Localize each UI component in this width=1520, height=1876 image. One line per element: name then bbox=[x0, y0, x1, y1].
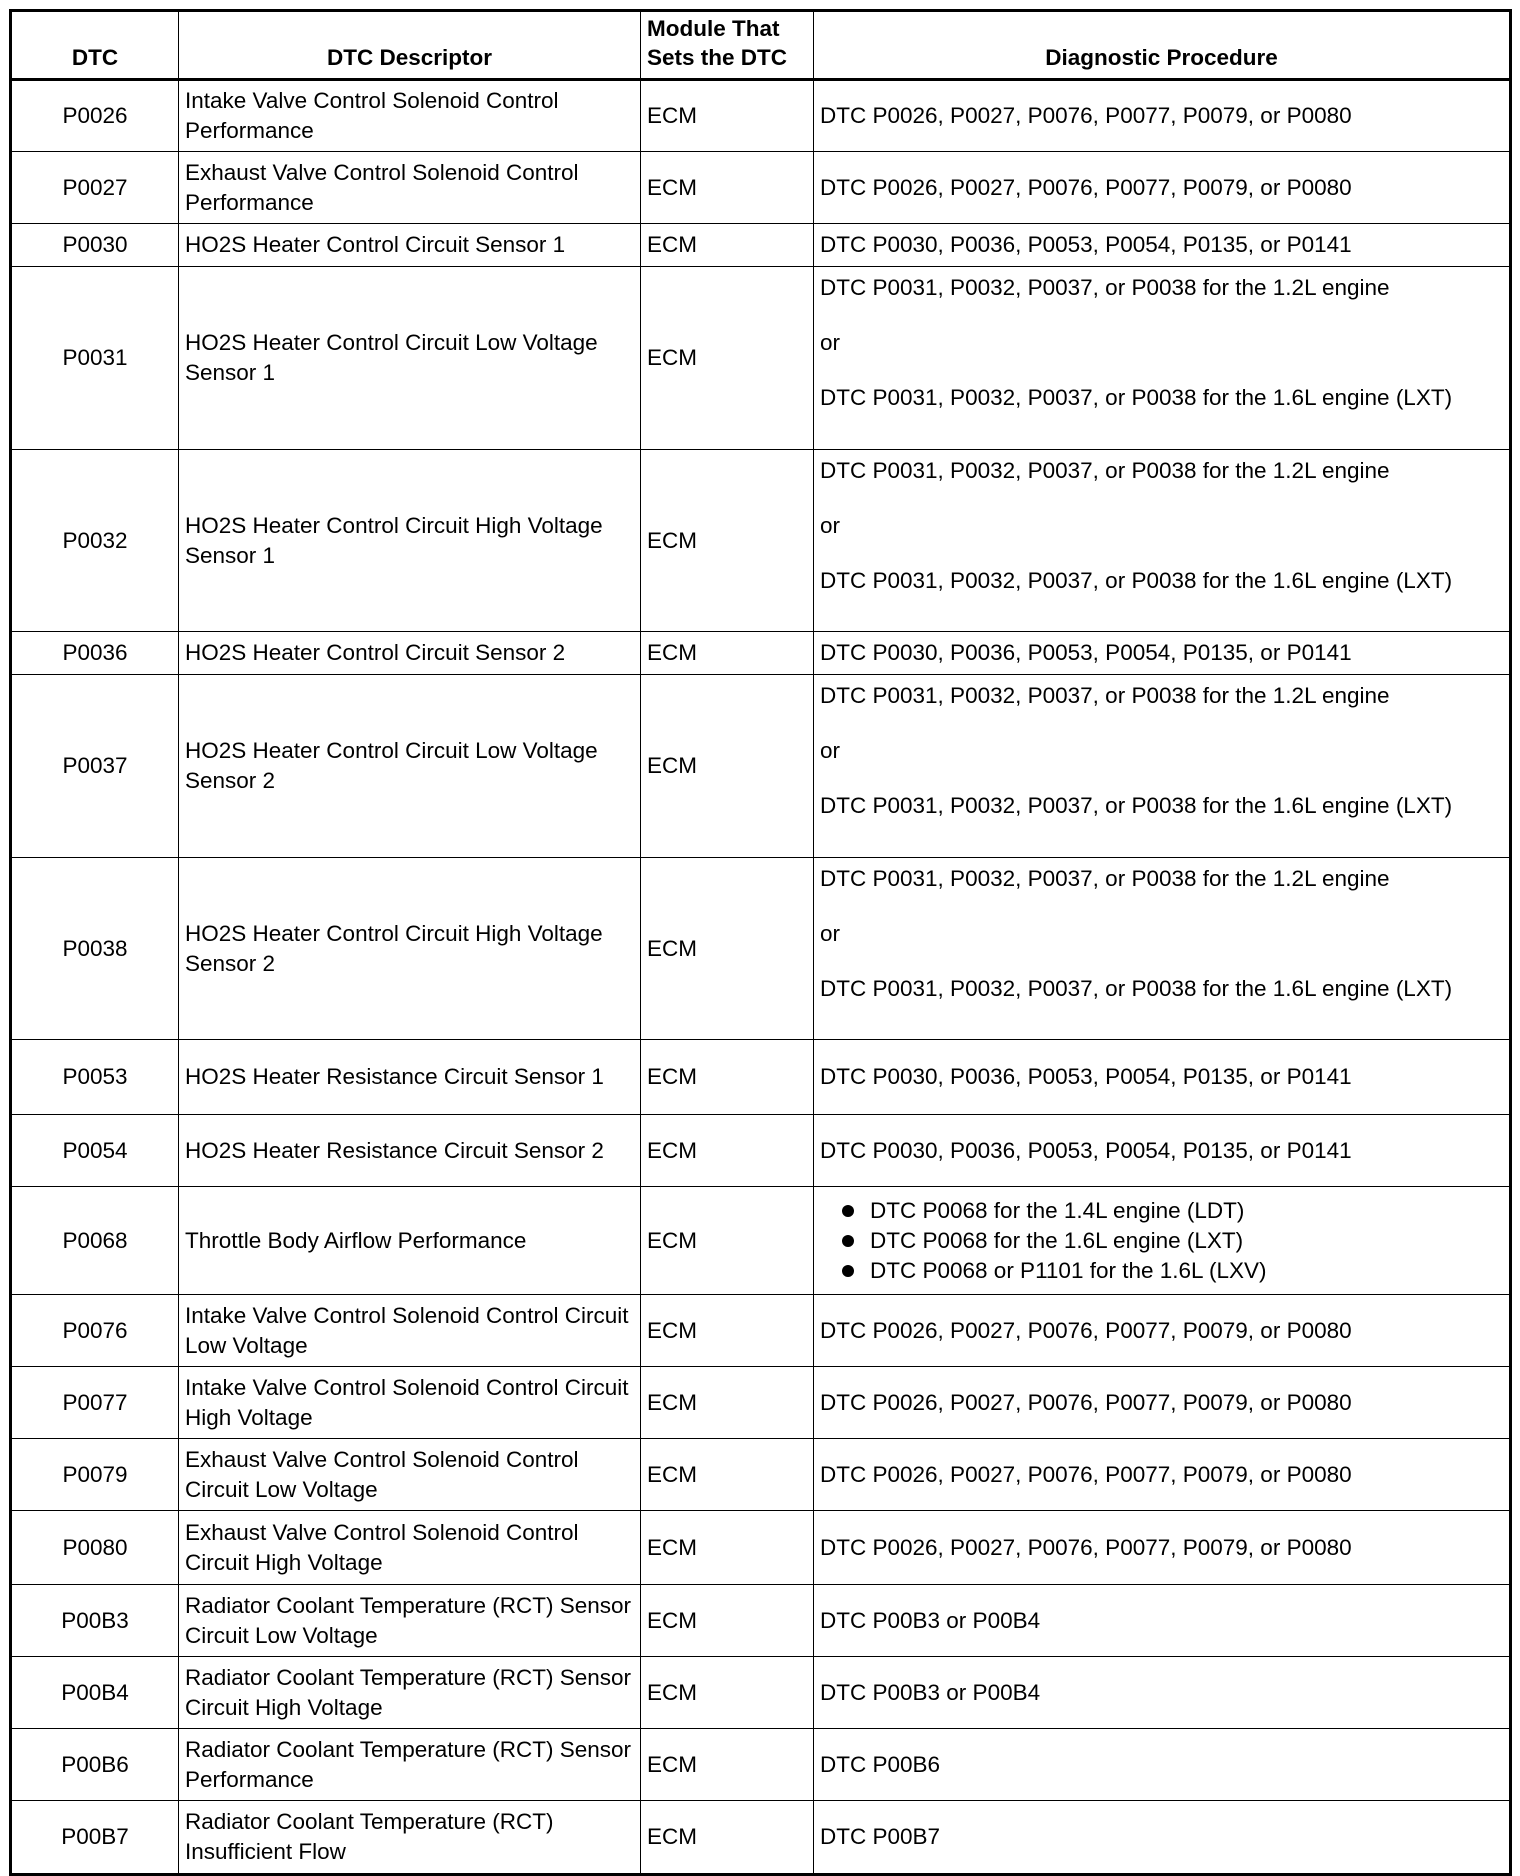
table-row bbox=[11, 1367, 1511, 1439]
dtc-code: P0076 bbox=[11, 1295, 179, 1367]
module: ECM bbox=[641, 1729, 814, 1801]
table-row bbox=[11, 1040, 1511, 1115]
diagnostic-procedure bbox=[814, 1439, 1511, 1511]
table-row bbox=[11, 80, 1511, 152]
procedure-text[interactable]: DTC P0031, P0032, P0037, or P0038 for the 1.6L engine (LXT) bbox=[820, 793, 1453, 818]
procedure-link[interactable]: DTC P0068 for the 1.4L engine (LDT) bbox=[820, 1196, 1503, 1226]
dtc-descriptor: Exhaust Valve Control Solenoid Control Circuit High Voltage bbox=[179, 1511, 641, 1585]
module: ECM bbox=[641, 1657, 814, 1729]
procedure-text[interactable]: DTC P0026, P0027, P0076, P0077, P0079, or P0080 bbox=[820, 174, 1352, 200]
procedure-text[interactable]: DTC P0026, P0027, P0076, P0077, P0079, or P0080 bbox=[820, 1317, 1352, 1343]
procedure-text[interactable]: DTC P00B3 or P00B4 bbox=[820, 1679, 1041, 1705]
module: ECM bbox=[641, 267, 814, 450]
diagnostic-procedure bbox=[814, 1115, 1511, 1187]
dtc-descriptor: Radiator Coolant Temperature (RCT) Sensor Performance bbox=[179, 1729, 641, 1801]
module: ECM bbox=[641, 224, 814, 267]
procedure-text[interactable]: DTC P00B7 bbox=[820, 1824, 941, 1849]
header-descriptor: DTC Descriptor bbox=[179, 11, 641, 80]
table-row bbox=[11, 152, 1511, 224]
table-row bbox=[11, 1801, 1511, 1875]
module: ECM bbox=[641, 152, 814, 224]
header-row bbox=[11, 11, 1511, 80]
table-row bbox=[11, 1657, 1511, 1729]
procedure-text[interactable]: DTC P0030, P0036, P0053, P0054, P0135, or P0141 bbox=[820, 232, 1352, 257]
diagnostic-procedure bbox=[814, 1295, 1511, 1367]
diagnostic-procedure bbox=[814, 1801, 1511, 1875]
module: ECM bbox=[641, 1801, 814, 1875]
dtc-code: P0080 bbox=[11, 1511, 179, 1585]
table-row bbox=[11, 1187, 1511, 1295]
procedure-text[interactable]: DTC P0026, P0027, P0076, P0077, P0079, or P0080 bbox=[820, 1461, 1352, 1487]
procedure-text[interactable]: DTC P0026, P0027, P0076, P0077, P0079, or P0080 bbox=[820, 1389, 1352, 1415]
procedure-text: or bbox=[820, 513, 841, 538]
dtc-descriptor: Radiator Coolant Temperature (RCT) Sensor Circuit High Voltage bbox=[179, 1657, 641, 1729]
procedure-link[interactable]: DTC P0068 or P1101 for the 1.6L (LXV) bbox=[820, 1256, 1503, 1286]
module: ECM bbox=[641, 1585, 814, 1657]
dtc-descriptor: HO2S Heater Resistance Circuit Sensor 2 bbox=[179, 1115, 641, 1187]
dtc-code: P0054 bbox=[11, 1115, 179, 1187]
table-row bbox=[11, 1439, 1511, 1511]
dtc-descriptor: HO2S Heater Control Circuit Low Voltage Sensor 1 bbox=[179, 267, 641, 450]
dtc-table bbox=[9, 9, 1512, 1876]
procedure-text[interactable]: DTC P0026, P0027, P0076, P0077, P0079, or P0080 bbox=[820, 1534, 1352, 1560]
procedure-text[interactable]: DTC P0026, P0027, P0076, P0077, P0079, or P0080 bbox=[820, 103, 1352, 128]
dtc-descriptor: HO2S Heater Control Circuit High Voltage Sensor 1 bbox=[179, 450, 641, 632]
dtc-descriptor: Intake Valve Control Solenoid Control Performance bbox=[179, 80, 641, 152]
diagnostic-procedure bbox=[814, 1585, 1511, 1657]
module: ECM bbox=[641, 1439, 814, 1511]
table-row bbox=[11, 1115, 1511, 1187]
dtc-descriptor: Radiator Coolant Temperature (RCT) Insufficient Flow bbox=[179, 1801, 641, 1875]
dtc-descriptor: HO2S Heater Resistance Circuit Sensor 1 bbox=[179, 1040, 641, 1115]
module: ECM bbox=[641, 675, 814, 858]
module: ECM bbox=[641, 1295, 814, 1367]
module: ECM bbox=[641, 1187, 814, 1295]
dtc-descriptor: HO2S Heater Control Circuit Sensor 1 bbox=[179, 224, 641, 267]
dtc-code: P0079 bbox=[11, 1439, 179, 1511]
table-row bbox=[11, 632, 1511, 675]
module: ECM bbox=[641, 1115, 814, 1187]
module: ECM bbox=[641, 450, 814, 632]
table-row bbox=[11, 224, 1511, 267]
diagnostic-procedure bbox=[814, 267, 1511, 450]
diagnostic-procedure bbox=[814, 1367, 1511, 1439]
diagnostic-procedure bbox=[814, 450, 1511, 632]
module: ECM bbox=[641, 632, 814, 675]
table-row bbox=[11, 1729, 1511, 1801]
procedure-text[interactable]: DTC P00B6 bbox=[820, 1751, 941, 1777]
module: ECM bbox=[641, 1511, 814, 1585]
procedure-text[interactable]: DTC P0031, P0032, P0037, or P0038 for the 1.6L engine (LXT) bbox=[820, 385, 1453, 410]
procedure-text[interactable]: DTC P0030, P0036, P0053, P0054, P0135, or P0141 bbox=[820, 1064, 1352, 1089]
table-row bbox=[11, 267, 1511, 450]
diagnostic-procedure bbox=[814, 1657, 1511, 1729]
table-row bbox=[11, 1295, 1511, 1367]
dtc-code: P0030 bbox=[11, 224, 179, 267]
diagnostic-procedure bbox=[814, 1040, 1511, 1115]
dtc-descriptor: Intake Valve Control Solenoid Control Circuit Low Voltage bbox=[179, 1295, 641, 1367]
procedure-text: or bbox=[820, 921, 841, 946]
dtc-code: P0032 bbox=[11, 450, 179, 632]
dtc-code: P0068 bbox=[11, 1187, 179, 1295]
table-row bbox=[11, 450, 1511, 632]
dtc-code: P0077 bbox=[11, 1367, 179, 1439]
procedure-text[interactable]: DTC P0030, P0036, P0053, P0054, P0135, or P0141 bbox=[820, 1137, 1352, 1163]
table-row bbox=[11, 675, 1511, 858]
procedure-link[interactable]: DTC P0068 for the 1.6L engine (LXT) bbox=[820, 1226, 1503, 1256]
dtc-code: P00B3 bbox=[11, 1585, 179, 1657]
dtc-code: P0031 bbox=[11, 267, 179, 450]
dtc-code: P0027 bbox=[11, 152, 179, 224]
table-row bbox=[11, 858, 1511, 1040]
dtc-descriptor: Throttle Body Airflow Performance bbox=[179, 1187, 641, 1295]
dtc-descriptor: Exhaust Valve Control Solenoid Control Circuit Low Voltage bbox=[179, 1439, 641, 1511]
procedure-text[interactable]: DTC P0031, P0032, P0037, or P0038 for the 1.6L engine (LXT) bbox=[820, 976, 1453, 1001]
procedure-text[interactable]: DTC P0031, P0032, P0037, or P0038 for the 1.2L engine bbox=[820, 275, 1390, 300]
header-procedure: Diagnostic Procedure bbox=[814, 11, 1511, 80]
procedure-text[interactable]: DTC P0031, P0032, P0037, or P0038 for the 1.2L engine bbox=[820, 683, 1390, 708]
table-row bbox=[11, 1585, 1511, 1657]
procedure-text[interactable]: DTC P0031, P0032, P0037, or P0038 for the 1.2L engine bbox=[820, 866, 1390, 891]
dtc-descriptor: Radiator Coolant Temperature (RCT) Sensor Circuit Low Voltage bbox=[179, 1585, 641, 1657]
dtc-code: P0037 bbox=[11, 675, 179, 858]
dtc-code: P00B7 bbox=[11, 1801, 179, 1875]
diagnostic-procedure bbox=[814, 1729, 1511, 1801]
diagnostic-procedure bbox=[814, 1511, 1511, 1585]
header-module: Module That Sets the DTC bbox=[641, 11, 814, 80]
diagnostic-procedure bbox=[814, 858, 1511, 1040]
table-row bbox=[11, 1511, 1511, 1585]
diagnostic-procedure bbox=[814, 224, 1511, 267]
procedure-list bbox=[820, 1196, 1503, 1286]
dtc-code: P0026 bbox=[11, 80, 179, 152]
dtc-code: P0036 bbox=[11, 632, 179, 675]
procedure-text[interactable]: DTC P0031, P0032, P0037, or P0038 for the 1.2L engine bbox=[820, 458, 1390, 483]
dtc-code: P00B6 bbox=[11, 1729, 179, 1801]
diagnostic-procedure bbox=[814, 632, 1511, 675]
dtc-code: P0038 bbox=[11, 858, 179, 1040]
diagnostic-procedure bbox=[814, 80, 1511, 152]
dtc-descriptor: HO2S Heater Control Circuit Sensor 2 bbox=[179, 632, 641, 675]
dtc-descriptor: Exhaust Valve Control Solenoid Control Performance bbox=[179, 152, 641, 224]
module: ECM bbox=[641, 1367, 814, 1439]
module: ECM bbox=[641, 1040, 814, 1115]
dtc-descriptor: HO2S Heater Control Circuit Low Voltage Sensor 2 bbox=[179, 675, 641, 858]
diagnostic-procedure bbox=[814, 1187, 1511, 1295]
diagnostic-procedure bbox=[814, 675, 1511, 858]
module: ECM bbox=[641, 858, 814, 1040]
diagnostic-procedure bbox=[814, 152, 1511, 224]
header-dtc: DTC bbox=[11, 11, 179, 80]
procedure-text[interactable]: DTC P00B3 or P00B4 bbox=[820, 1607, 1041, 1633]
procedure-text: or bbox=[820, 738, 841, 763]
module: ECM bbox=[641, 80, 814, 152]
dtc-code: P00B4 bbox=[11, 1657, 179, 1729]
procedure-text[interactable]: DTC P0031, P0032, P0037, or P0038 for the 1.6L engine (LXT) bbox=[820, 568, 1453, 593]
dtc-descriptor: HO2S Heater Control Circuit High Voltage Sensor 2 bbox=[179, 858, 641, 1040]
procedure-text[interactable]: DTC P0030, P0036, P0053, P0054, P0135, or P0141 bbox=[820, 640, 1352, 665]
dtc-descriptor: Intake Valve Control Solenoid Control Circuit High Voltage bbox=[179, 1367, 641, 1439]
procedure-text: or bbox=[820, 330, 841, 355]
dtc-code: P0053 bbox=[11, 1040, 179, 1115]
